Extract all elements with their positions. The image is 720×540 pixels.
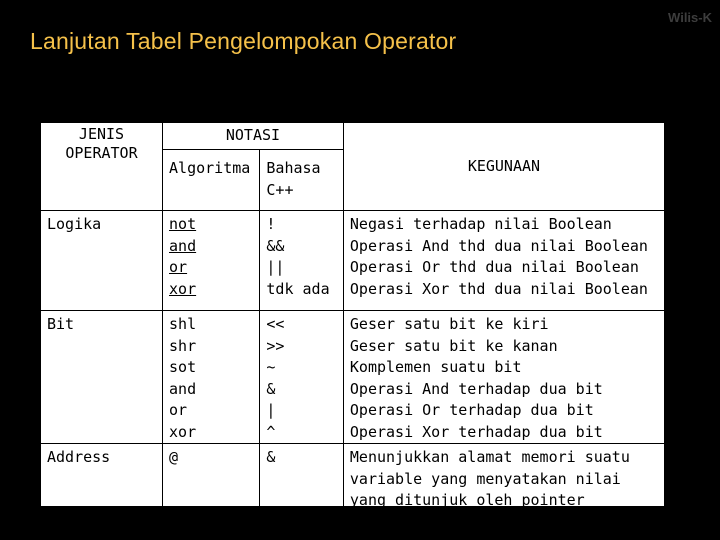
operator-table xyxy=(40,122,665,513)
kegunaan-item: Komplemen suatu bit xyxy=(349,358,522,376)
algoritma-item: xor xyxy=(169,422,197,441)
cpp-item: & xyxy=(266,448,276,466)
kegunaan-item: Operasi Or terhadap dua bit xyxy=(349,401,594,419)
cpp-item: >> xyxy=(266,336,285,355)
cpp-item: | xyxy=(266,401,276,419)
algoritma-cell xyxy=(163,211,260,311)
jenis-cell: Address xyxy=(41,444,163,513)
algoritma-item: xor xyxy=(169,279,197,298)
cpp-item: && xyxy=(266,236,285,255)
kegunaan-item: Operasi And thd dua nilai Boolean xyxy=(349,236,648,255)
author-label: Wilis-K xyxy=(668,10,712,25)
cpp-item: || xyxy=(266,258,285,276)
table-row xyxy=(41,311,665,444)
kegunaan-cell xyxy=(343,444,664,513)
table-row xyxy=(41,211,665,311)
algoritma-cell xyxy=(163,311,260,444)
operator-table-container xyxy=(40,122,665,509)
kegunaan-cell xyxy=(343,211,664,311)
header-kegunaan: KEGUNAAN xyxy=(343,123,664,211)
algoritma-item: shr xyxy=(169,336,197,355)
cpp-item: << xyxy=(266,315,285,333)
kegunaan-item: Menunjukkan alamat memori suatu variable yang menyatakan nilai yang ditunjuk oleh pointer xyxy=(349,448,630,509)
kegunaan-item: Operasi Or thd dua nilai Boolean xyxy=(349,258,639,276)
jenis-cell: Bit xyxy=(41,311,163,444)
cpp-item: ! xyxy=(266,215,276,233)
header-jenis-operator: JENIS OPERATOR xyxy=(41,123,163,211)
header-algoritma: Algoritma xyxy=(163,150,260,211)
algoritma-item: sot xyxy=(169,358,197,376)
algoritma-item: or xyxy=(169,258,188,276)
cpp-cell xyxy=(260,211,343,311)
header-notasi: NOTASI xyxy=(163,123,344,150)
cpp-item: ^ xyxy=(266,422,276,441)
cpp-item: ~ xyxy=(266,358,276,376)
header-row xyxy=(41,123,665,150)
algoritma-item: @ xyxy=(169,448,179,466)
slide-title: Lanjutan Tabel Pengelompokan Operator xyxy=(30,28,457,54)
kegunaan-cell xyxy=(343,311,664,444)
kegunaan-item: Negasi terhadap nilai Boolean xyxy=(349,215,612,233)
kegunaan-item: Operasi And terhadap dua bit xyxy=(349,379,603,398)
kegunaan-item: Operasi Xor terhadap dua bit xyxy=(349,422,603,441)
algoritma-cell xyxy=(163,444,260,513)
cpp-cell xyxy=(260,311,343,444)
kegunaan-item: Geser satu bit ke kiri xyxy=(349,315,549,333)
algoritma-item: shl xyxy=(169,315,197,333)
algoritma-item: and xyxy=(169,379,197,398)
cpp-item: & xyxy=(266,379,276,398)
cpp-item: tdk ada xyxy=(266,279,330,298)
table-row xyxy=(41,444,665,513)
jenis-cell: Logika xyxy=(41,211,163,311)
kegunaan-item: Operasi Xor thd dua nilai Boolean xyxy=(349,279,648,298)
header-bahasa-cpp: Bahasa C++ xyxy=(260,150,343,211)
cpp-cell xyxy=(260,444,343,513)
algoritma-item: not xyxy=(169,215,197,233)
kegunaan-item: Geser satu bit ke kanan xyxy=(349,336,558,355)
algoritma-item: and xyxy=(169,236,197,255)
algoritma-item: or xyxy=(169,401,188,419)
